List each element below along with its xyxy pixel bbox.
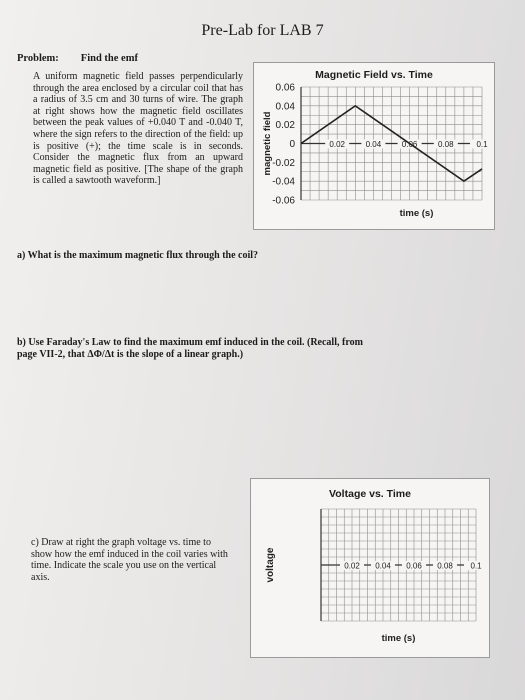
voltage-plot[interactable] xyxy=(251,479,489,657)
problem-heading xyxy=(17,53,138,64)
magnetic-field-chart xyxy=(253,62,495,230)
x-tick-label: 0.04 xyxy=(365,140,382,149)
y-tick-label: 0.02 xyxy=(275,120,295,132)
x-tick-label: 0.1 xyxy=(470,561,482,571)
problem-statement: A uniform magnetic field passes perpendicularly through the area enclosed by a circular coil that has a radius of 3.5 cm and 30 turns of wire. The graph at right shows how the magnetic field oscillates between the peak values of +0.040 T and -0.040 T, where the sign refers to the direction of the field: up is positive (+); the time scale is in seconds. Consider the magnetic flux from an upward magnetic field as positive. [The shape of the graph is called a sawtooth waveform.] xyxy=(33,71,243,187)
x-tick-label: 0.08 xyxy=(437,561,453,571)
question-b: b) Use Faraday's Law to find the maximum emf induced in the coil. (Recall, from page VII-2, that ΔΦ/Δt is the slope of a linear graph.) xyxy=(17,337,363,360)
x-tick-label: 0.06 xyxy=(406,561,422,571)
question-c: c) Draw at right the graph voltage vs. time to show how the emf induced in the coil varies with time. Indicate the scale you use on the vertical axis. xyxy=(31,537,228,583)
x-axis-label: time (s) xyxy=(381,633,416,644)
y-tick-label: -0.06 xyxy=(272,195,295,207)
problem-heading-text: Find the emf xyxy=(80,53,138,64)
y-tick-label: -0.02 xyxy=(272,157,295,169)
x-axis-label: time (s) xyxy=(399,208,434,219)
x-tick-label: 0.02 xyxy=(329,140,345,149)
x-tick-label: 0.04 xyxy=(375,561,391,571)
y-tick-label: 0.06 xyxy=(275,82,295,94)
x-tick-label: 0.06 xyxy=(401,140,418,149)
y-axis-label: voltage xyxy=(265,547,276,583)
problem-label: Problem: xyxy=(17,53,59,64)
x-tick-label: 0.08 xyxy=(438,140,454,149)
x-tick-label: 0.02 xyxy=(344,561,360,571)
page-title: Pre-Lab for LAB 7 xyxy=(201,22,324,39)
question-a: a) What is the maximum magnetic flux through the coil? xyxy=(17,250,259,261)
y-tick-label: 0.04 xyxy=(275,101,295,113)
y-tick-label: -0.04 xyxy=(272,176,295,188)
x-tick-label: 0.1 xyxy=(476,140,488,149)
y-axis-label: magnetic field xyxy=(262,111,273,176)
chart-title: Voltage vs. Time xyxy=(329,488,411,500)
chart-title: Magnetic Field vs. Time xyxy=(315,69,433,81)
magnetic-field-plot xyxy=(254,63,494,229)
y-tick-label: 0 xyxy=(289,139,295,150)
voltage-chart xyxy=(250,478,490,658)
